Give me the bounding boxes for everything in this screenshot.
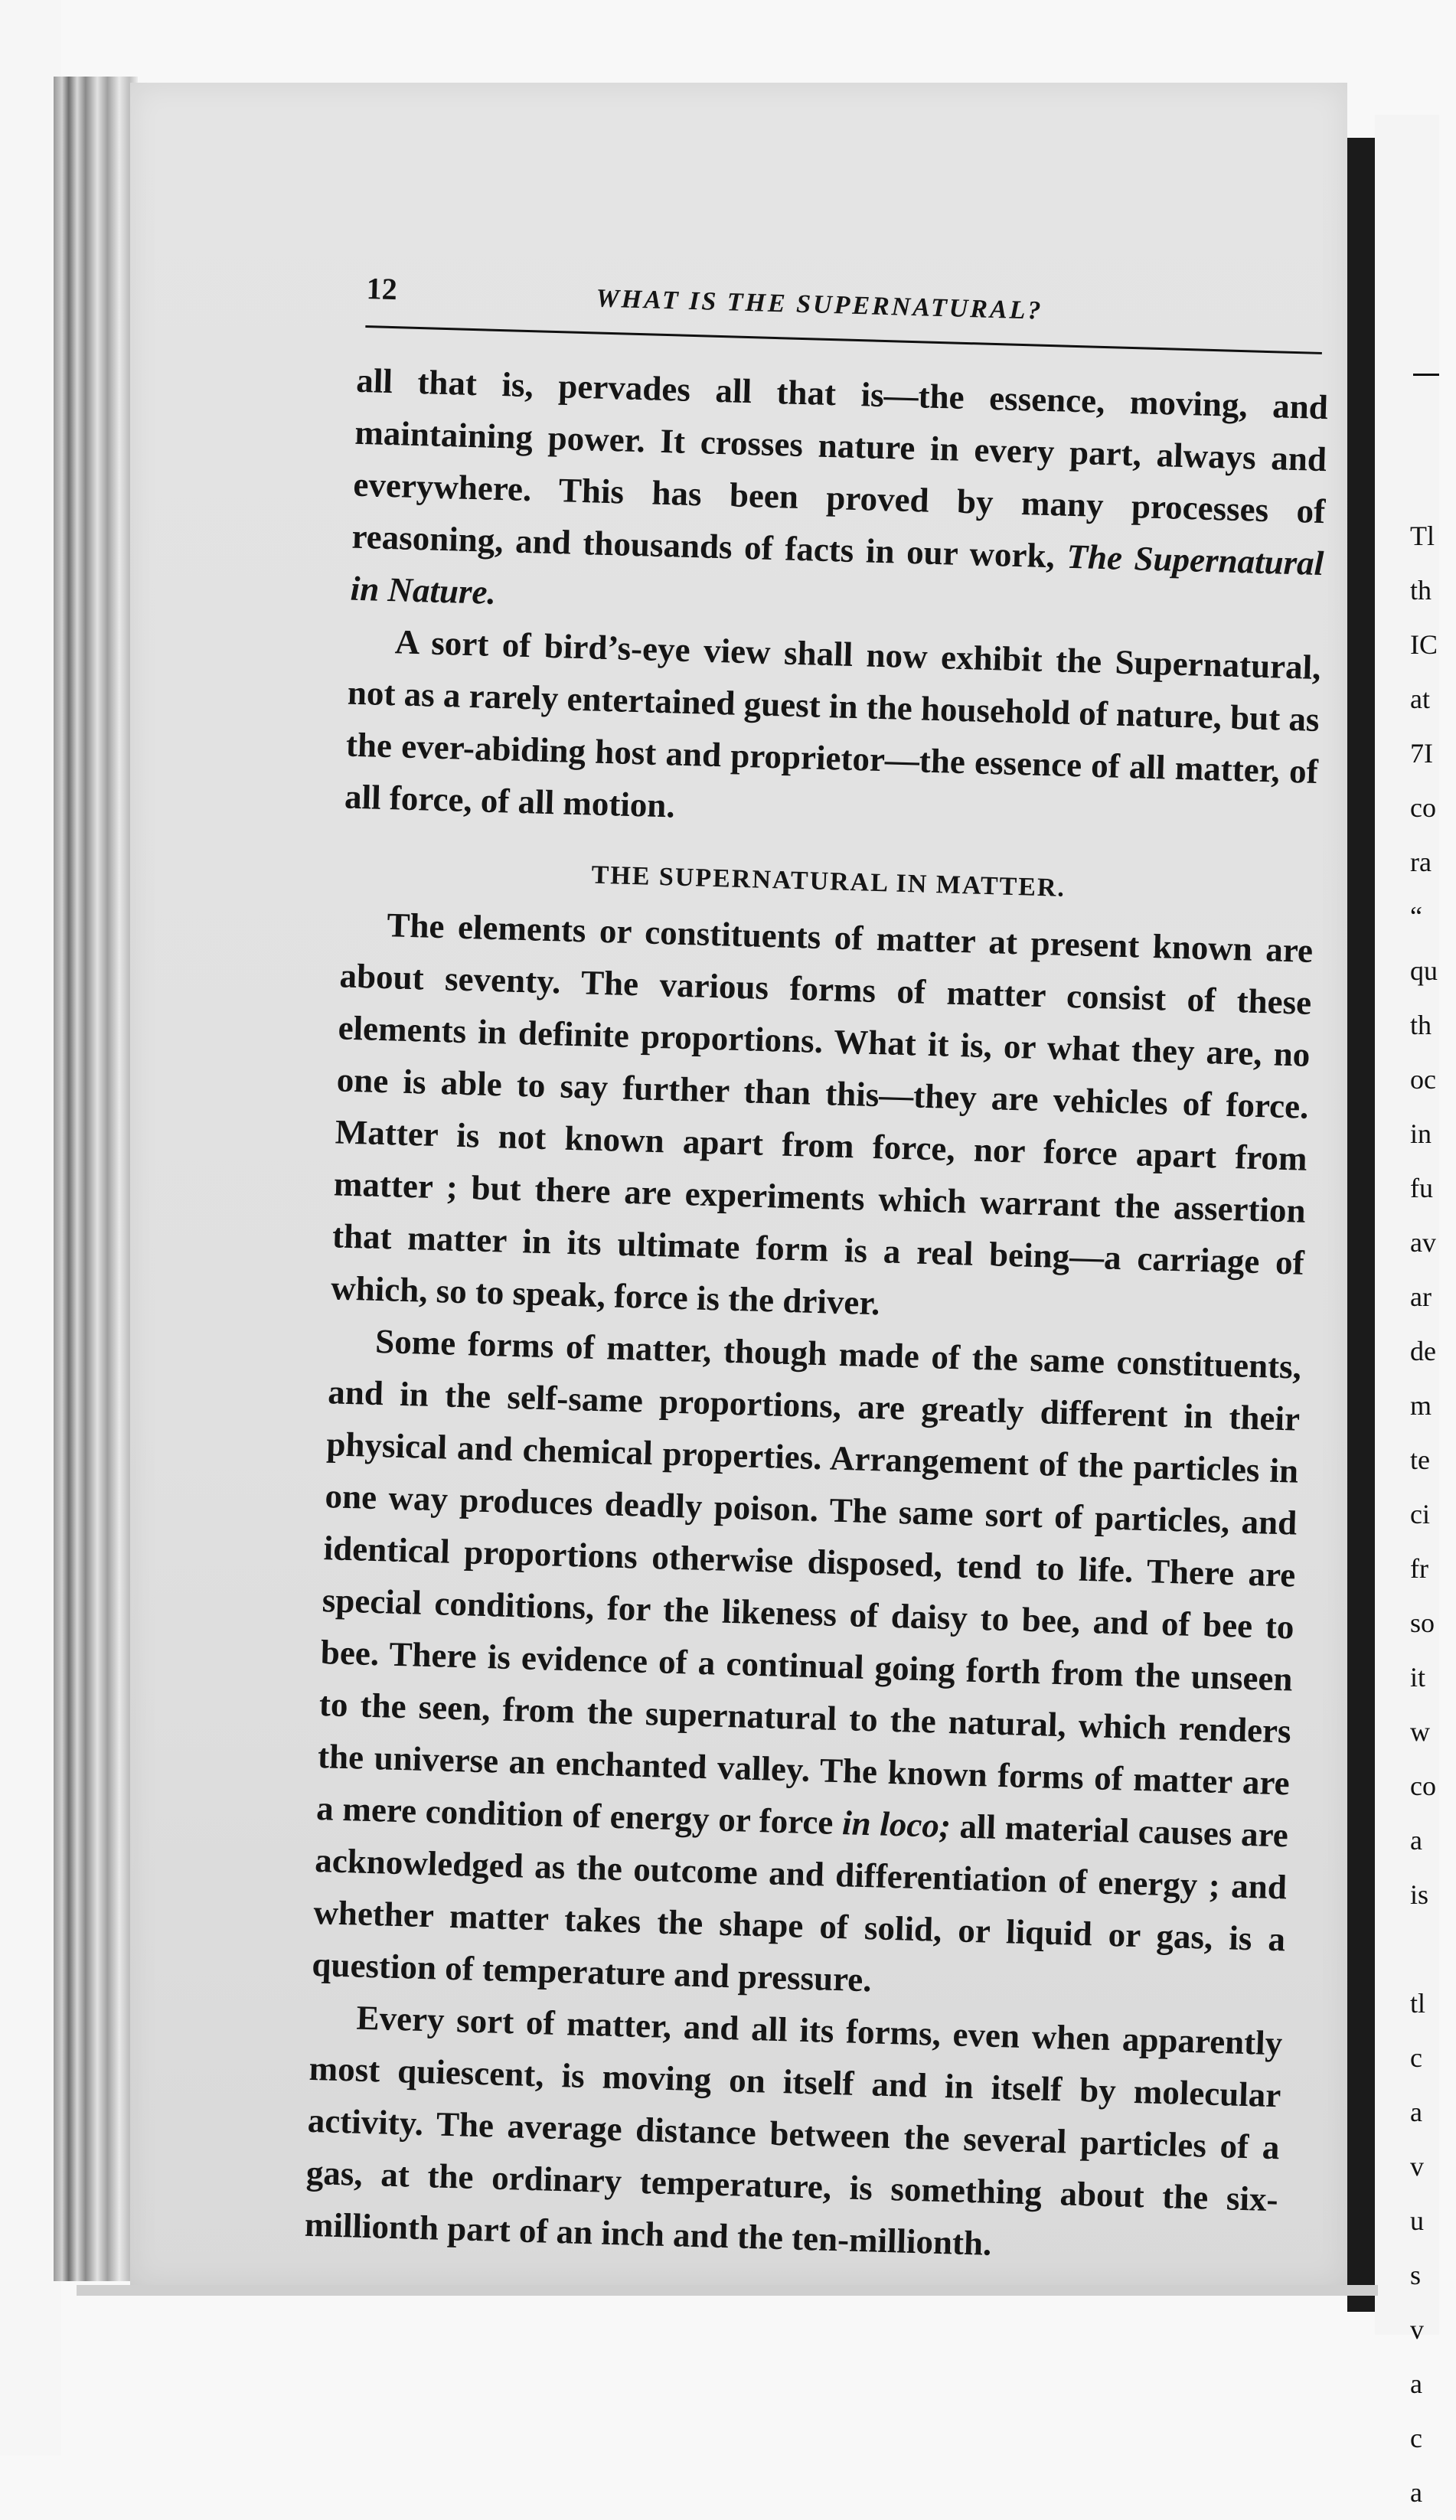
facing-page-letter: fu	[1410, 1173, 1433, 1203]
facing-page-letter: ra	[1410, 847, 1432, 877]
facing-page-header-rule	[1413, 374, 1439, 376]
facing-page-letter: a	[1410, 2097, 1422, 2127]
facing-page-fragment	[1375, 115, 1439, 2508]
section-heading: THE SUPERNATURAL IN MATTER.	[591, 860, 1066, 903]
facing-page-letter: tl	[1410, 1988, 1426, 2019]
facing-page-letter: 7I	[1410, 738, 1433, 769]
facing-page-letter: v	[1410, 2151, 1424, 2182]
facing-page-letter: c	[1410, 2423, 1422, 2453]
facing-page-letter: ar	[1410, 1281, 1432, 1312]
facing-page-letter: s	[1410, 2260, 1422, 2290]
page-bottom-shadow	[77, 2285, 1378, 2296]
facing-page-letter: de	[1410, 1336, 1436, 1366]
book-page-edges	[54, 77, 138, 2281]
facing-page-letter: m	[1410, 1390, 1432, 1421]
facing-page-letter: co	[1410, 1771, 1436, 1801]
facing-page-letter: te	[1410, 1444, 1430, 1475]
facing-page-letter: is	[1410, 1879, 1429, 1910]
facing-page-letter: v	[1410, 2314, 1424, 2345]
facing-page-letter: so	[1410, 1608, 1435, 1638]
facing-page-letter: a	[1410, 2477, 1422, 2508]
scan-background	[0, 0, 61, 2456]
facing-page-letter: a	[1410, 2368, 1422, 2399]
facing-page-letter: in	[1410, 1118, 1432, 1149]
facing-page-letter: ci	[1410, 1499, 1430, 1529]
facing-page-letter: Tl	[1410, 521, 1435, 551]
facing-page-letter: oc	[1410, 1064, 1436, 1095]
paragraph-4	[312, 1314, 1302, 2017]
facing-page-letter: u	[1410, 2205, 1424, 2236]
facing-page-letter: a	[1410, 1825, 1422, 1856]
paragraph-2-text: A sort of bird’s-eye view shall now exhibit the Supernatural, not as a rarely entertained guest in the household of nature, but as the ever-abiding host and proprietor—the essence of all matter, of all force, of all motion.	[344, 622, 1322, 825]
paragraph-1	[350, 354, 1329, 641]
facing-page-letter: IC	[1410, 629, 1438, 660]
facing-page-letter: co	[1410, 792, 1436, 823]
facing-page-letter: qu	[1410, 955, 1438, 986]
facing-page-letter: “	[1410, 901, 1422, 932]
paragraph-3	[330, 897, 1314, 1340]
paragraph-4-text-b: all material causes are acknowledged as the outcome and differentiation of energy ; and whether matter takes the shape of solid, or liquid or gas, is a question of temperature and pressure.	[311, 1807, 1289, 1999]
page-number: 12	[366, 271, 398, 307]
paragraph-2	[344, 615, 1321, 850]
facing-page-letter: w	[1410, 1716, 1430, 1747]
paragraph-3-text: The elements or constituents of matter at present known are about seventy. The various forms of matter consist of these elements in definite proportions. What it is, or what they are, no one is able to say further than this—they are vehicles of force. Matter is not known apart from force, nor force apart from matter ; but there are experiments which warrant the assertion that matter in its ultimate form is a real being—a carriage of which, so to speak, force is the driver.	[330, 906, 1314, 1323]
book-title-reference: The Supernatural in Nature.	[350, 537, 1324, 612]
facing-page-letter: at	[1410, 684, 1430, 714]
facing-page-letter: th	[1410, 1010, 1432, 1040]
facing-page-letters	[1410, 509, 1456, 2520]
facing-page-letter: fr	[1410, 1553, 1428, 1584]
facing-page-letter	[1410, 1922, 1456, 1977]
facing-page-letter: c	[1410, 2042, 1422, 2073]
running-title: WHAT IS THE SUPERNATURAL?	[595, 284, 1043, 325]
paragraph-1-text: all that is, pervades all that is—the essence, moving, and maintaining power. It crosses nature in every part, always and everywhere. This has been proved by many processes of reasoning, and thousands of facts in our work,	[351, 361, 1329, 576]
facing-page-letter: th	[1410, 575, 1432, 606]
facing-page-letter: it	[1410, 1662, 1426, 1693]
book-gutter	[1347, 138, 1375, 2312]
body-text	[304, 354, 1329, 2277]
facing-page-letter: av	[1410, 1227, 1436, 1258]
latin-phrase: in loco;	[841, 1803, 952, 1846]
paragraph-5	[304, 1990, 1283, 2277]
paragraph-5-text: Every sort of matter, and all its forms, even when apparently most quiescent, is moving on itself and in itself by molecular activity. The average distance between the several particles of a gas, at the ordinary temperature, is something about the six-millionth part of an inch and the ten-millionth.	[304, 1998, 1283, 2263]
paragraph-4-text-a: Some forms of matter, though made of the same constituents, and in the self-same proportions, are greatly different in their physical and chemical properties. Arrangement of the particles in one way produces deadly poison. The same sort of particles, and identical proportions otherwise disposed, tend to life. There are special conditions, for the likeness of daisy to bee, and of bee to bee. There is evidence of a continual going forth from the unseen to the seen, from the supernatural to the natural, which renders the universe an enchanted valley. The known forms of matter are a mere condition of energy or force	[315, 1321, 1302, 1842]
